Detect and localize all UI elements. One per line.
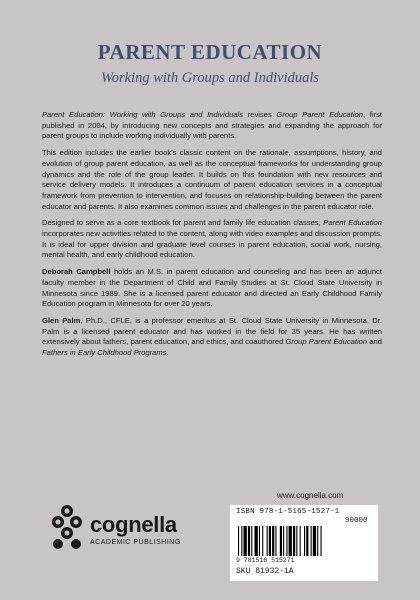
logo-wordmark: cognella [90,512,177,537]
book-title: PARENT EDUCATION [97,40,323,64]
text-span: , Ph.D., CFLE, is a professor emeritus at St. Cloud State University in Minnesota. Dr. Palm is a licensed parent educator and has worked in the field for 35 years. He has written extensively about fathers, parent education, and ethics, and coauthored [42,315,383,347]
book-title-ref: Parent Education: Working with Groups and Individuals [42,110,244,119]
barcode-digits: 9 781516 515271 [236,557,295,564]
text-span: and [367,337,382,347]
author-name: Glen Palm [42,315,81,325]
cognella-mark-icon [48,500,86,555]
isbn-barcode-box [230,505,378,581]
barcode-icon [238,526,372,556]
text-span: incorporates new activities related to the content, along with video examples and discussion prompts. It is ideal for upper division and graduate level courses in parent education, social work, nursing, mental health, and early childhood education. [42,229,382,260]
author-bio-palm [42,316,382,359]
text-span: Designed to serve as a core textbook for parent and family life education classes, [42,218,324,228]
paragraph-intro [42,110,382,142]
back-cover-description [42,110,382,365]
paragraph-design [42,218,382,261]
price-code: 90000 [345,517,368,525]
publisher-website: www.cognella.com [277,491,344,500]
paragraph-edition: This edition includes the earlier book's classic content on the rationale, assumptions, history, and evolution of group parent education, as well as the conceptual frameworks for understanding group dynamics and the role of the group leader. It builds on this foundation with new resources and service delivery models. It introduces a continuum of parent education services in a conceptual framework from prevention to intervention, and focuses on relationship-building between the parent educator and parents. It also examines common issues and challenges in the parent educator role. [42,148,382,211]
book-title-ref: Fathers in Early Childhood Programs [42,348,167,358]
book-title-ref: Parent Education [323,218,382,228]
book-subtitle: Working with Groups and Individuals [100,70,320,86]
isbn-number: ISBN 978-1-5165-1527-1 [236,508,340,516]
author-name: Deborah Campbell [42,267,111,277]
text-span: , first published in 2004, by introducing new concepts and strategies and expanding the approach for parent groups to include working individually with parents. [42,110,382,141]
author-bio-campbell [42,267,382,310]
prior-edition-ref: Group Parent Education [276,110,363,119]
logo-tagline: ACADEMIC PUBLISHING [90,539,181,546]
sku-number: SKU 81932-1A [236,567,294,576]
text-span: holds an M.S. in parent education and counseling and has been an adjunct faculty member in the Department of Child and Family Studies at St. Cloud State University in Minnesota since 1989. She is a licensed parent educator and directed an Early Childhood Family Education program in Minnesota for over 20 years. [42,267,383,309]
text-span: . [166,348,169,358]
text-span: revises [243,110,277,119]
publisher-logo [48,500,218,555]
book-title-ref: Group Parent Education [285,337,368,347]
